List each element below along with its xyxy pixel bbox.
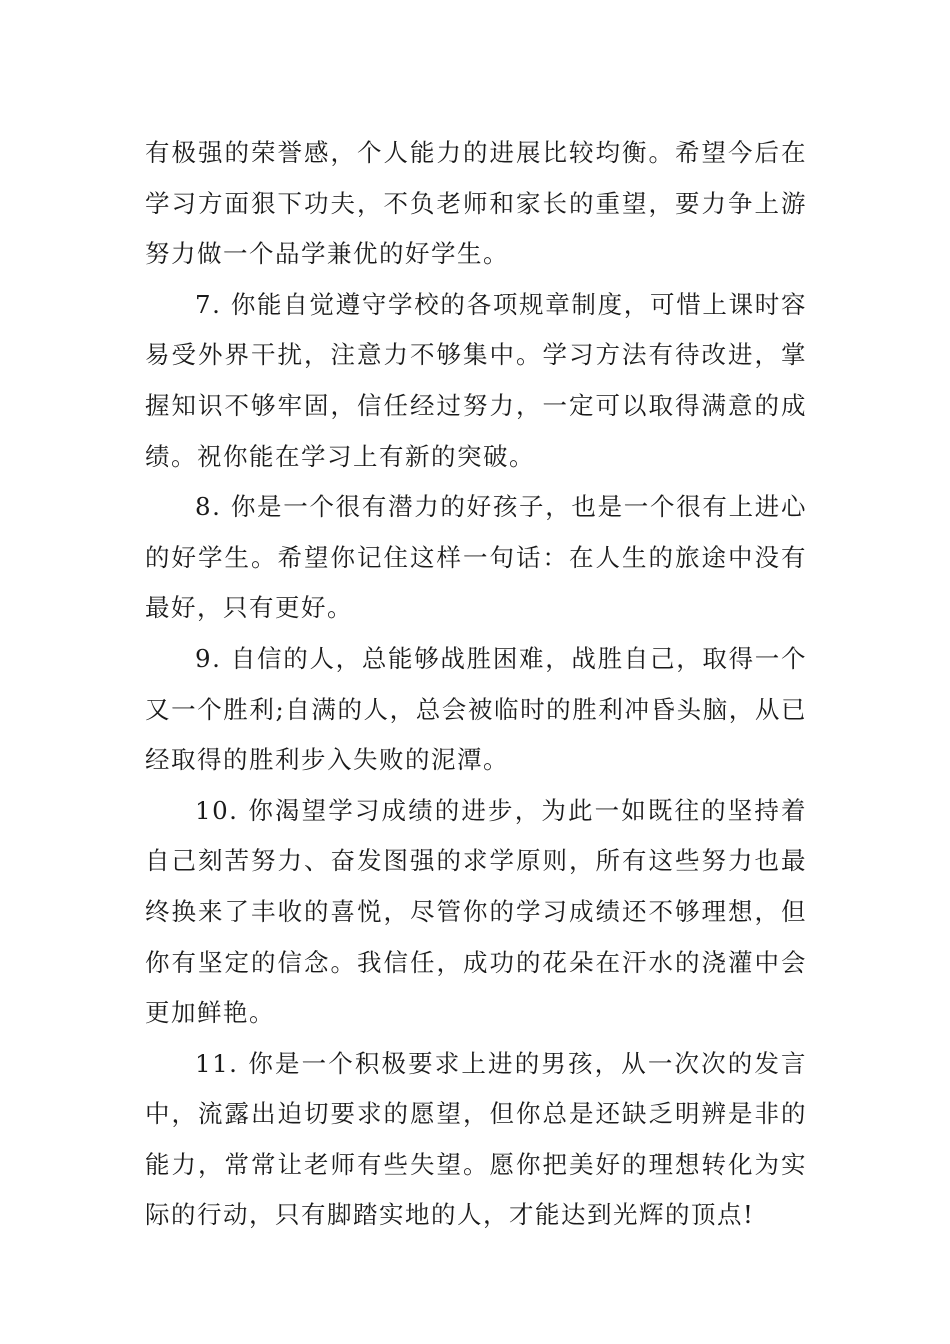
paragraph-item-11: 11. 你是一个积极要求上进的男孩，从一次次的发言中，流露出迫切要求的愿望，但你总是还缺乏明辨是非的能力，常常让老师有些失望。愿你把美好的理想转化为实际的行动，只有脚踏实地的人，才能达到光辉的顶点! (145, 1048, 807, 1230)
paragraph-item-9: 9. 自信的人，总能够战胜困难，战胜自己，取得一个又一个胜利;自满的人，总会被临时的胜利冲昏头脑，从已经取得的胜利步入失败的泥潭。 (145, 643, 807, 775)
paragraph-item-7: 7. 你能自觉遵守学校的各项规章制度，可惜上课时容易受外界干扰，注意力不够集中。学习方法有待改进，掌握知识不够牢固，信任经过努力，一定可以取得满意的成绩。祝你能在学习上有新的突破。 (145, 289, 807, 471)
document-body (145, 128, 807, 1241)
paragraph-item-10: 10. 你渴望学习成绩的进步，为此一如既往的坚持着自己刻苦努力、奋发图强的求学原则，所有这些努力也最终换来了丰收的喜悦，尽管你的学习成绩还不够理想，但你有坚定的信念。我信任，成功的花朵在汗水的浇灌中会更加鲜艳。 (145, 795, 807, 1028)
paragraph-item-8: 8. 你是一个很有潜力的好孩子，也是一个很有上进心的好学生。希望你记住这样一句话：在人生的旅途中没有最好，只有更好。 (145, 492, 807, 623)
paragraph-continuation: 有极强的荣誉感，个人能力的进展比较均衡。希望今后在学习方面狠下功夫，不负老师和家长的重望，要力争上游努力做一个品学兼优的好学生。 (145, 138, 807, 269)
